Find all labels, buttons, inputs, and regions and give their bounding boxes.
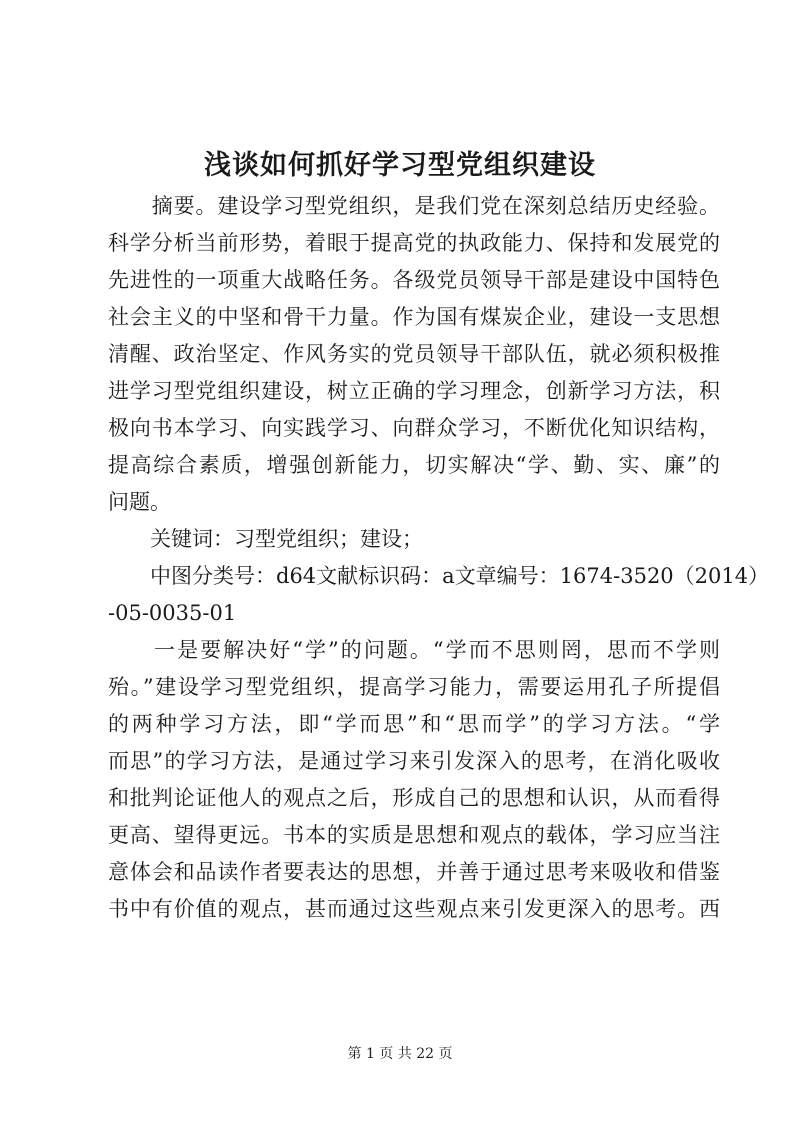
classification-line: -05-0035-01 (108, 601, 237, 625)
classification-line: 中图分类号：d64文献标识码：a文章编号：1674-3520（2014） (108, 564, 770, 588)
keywords-line: 关键词：习型党组织；建设； (108, 527, 423, 551)
abstract-line: 提高综合素质，增强创新能力，切实解决“学、勤、实、廉”的 (108, 453, 720, 477)
abstract-line: 社会主义的中坚和骨干力量。作为国有煤炭企业，建设一支思想 (108, 305, 720, 329)
body-line: 一是要解决好“学”的问题。“学而不思则罔，思而不学则 (108, 638, 720, 662)
document-title: 浅谈如何抓好学习型党组织建设 (204, 150, 596, 181)
body-line: 书中有价值的观点，甚而通过这些观点来引发更深入的思考。西 (108, 897, 720, 921)
abstract-line: 进学习型党组织建设，树立正确的学习理念，创新学习方法，积 (108, 379, 720, 403)
body-line: 的两种学习方法，即“学而思”和“思而学”的学习方法。“学 (108, 712, 720, 736)
body-line: 和批判论证他人的观点之后，形成自己的思想和认识，从而看得 (108, 786, 720, 810)
abstract-line: 摘要。建设学习型党组织，是我们党在深刻总结历史经验。 (108, 194, 720, 218)
body-line: 更高、望得更远。书本的实质是思想和观点的载体，学习应当注 (108, 823, 720, 847)
abstract-line: 问题。 (108, 490, 171, 514)
abstract-line: 先进性的一项重大战略任务。各级党员领导干部是建设中国特色 (108, 268, 720, 292)
body-line: 而思”的学习方法，是通过学习来引发深入的思考，在消化吸收 (108, 749, 720, 773)
page-number-footer: 第 1 页 共 22 页 (347, 1046, 453, 1062)
abstract-line: 科学分析当前形势，着眼于提高党的执政能力、保持和发展党的 (108, 231, 720, 255)
abstract-line: 清醒、政治坚定、作风务实的党员领导干部队伍，就必须积极推 (108, 342, 720, 366)
body-line: 意体会和品读作者要表达的思想，并善于通过思考来吸收和借鉴 (108, 860, 720, 884)
document-body (108, 188, 770, 928)
body-line: 殆。”建设学习型党组织，提高学习能力，需要运用孔子所提倡 (108, 675, 720, 699)
abstract-line: 极向书本学习、向实践学习、向群众学习，不断优化知识结构， (108, 416, 720, 440)
